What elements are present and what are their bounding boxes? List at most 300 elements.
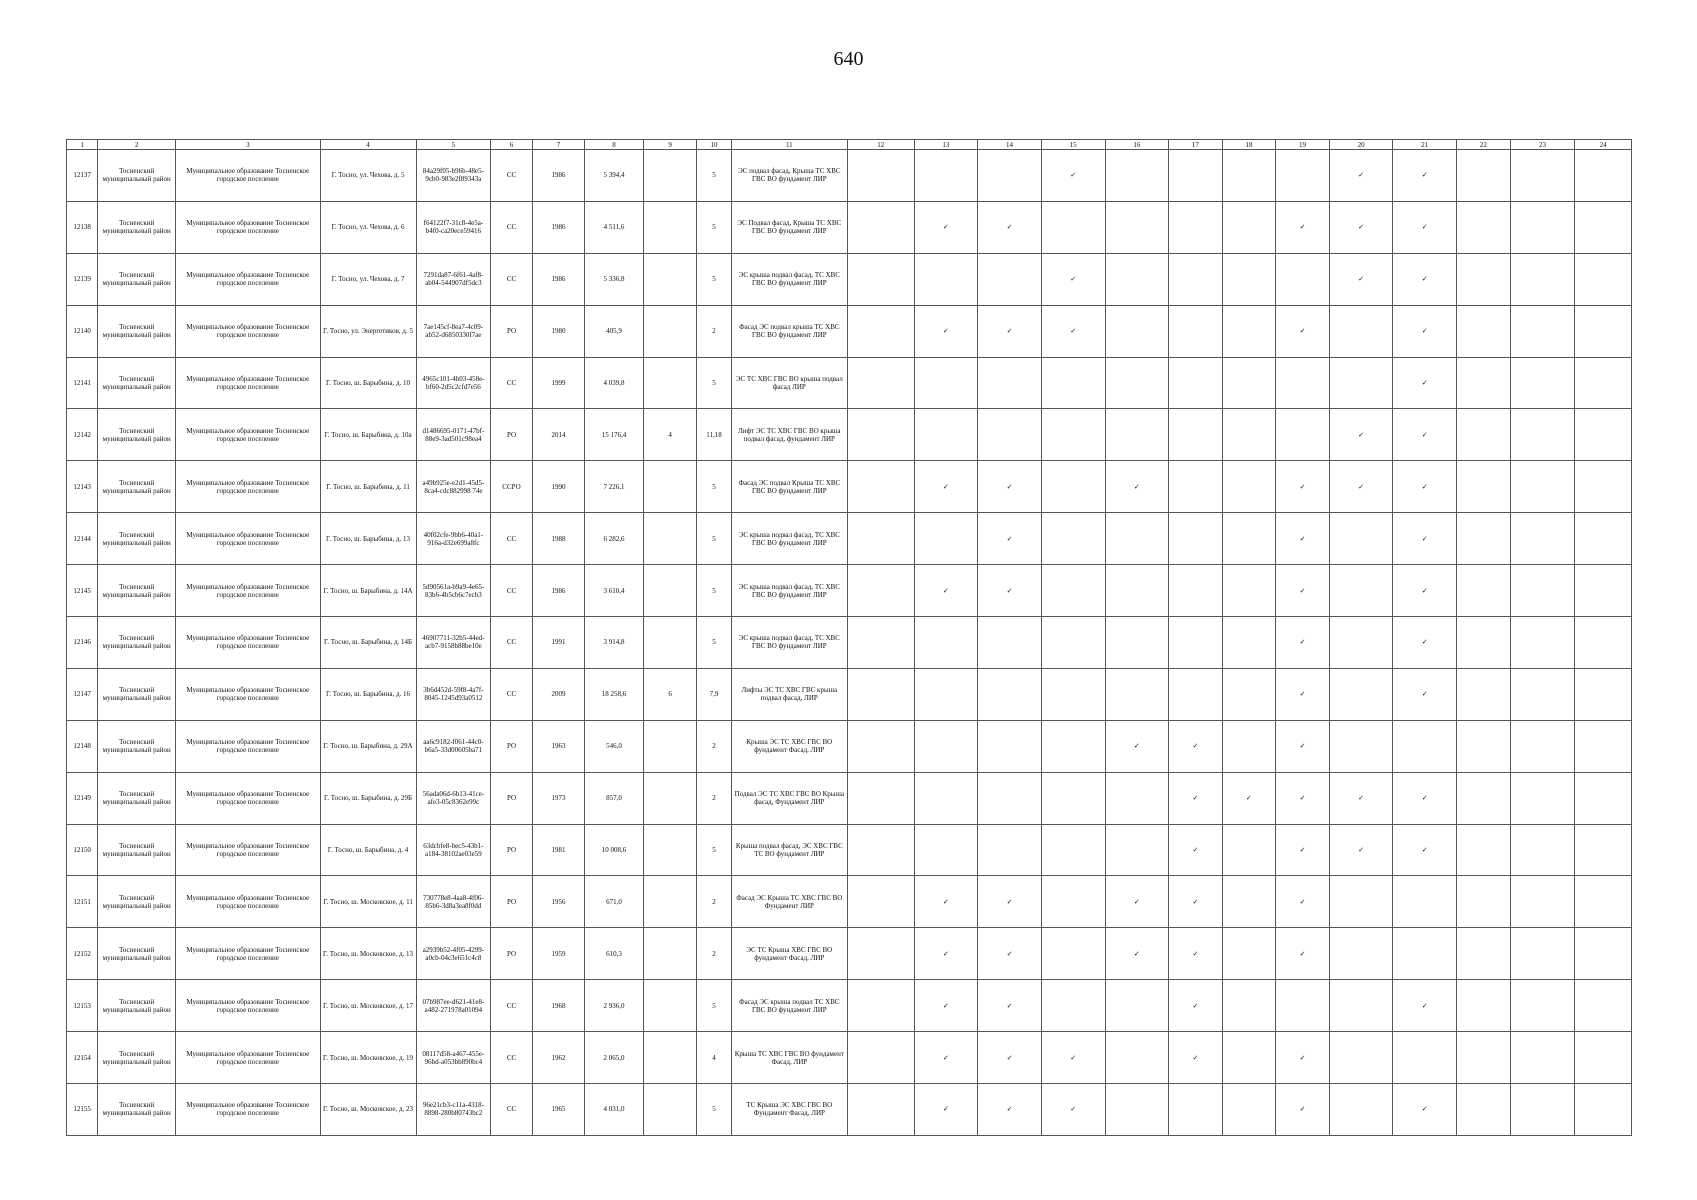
municipality-cell: Муниципальное образование Тосненское городское поселение: [176, 980, 320, 1032]
checkmark-icon: ✓: [1222, 772, 1276, 824]
work-type-cell: [1510, 668, 1575, 720]
column-number-header: 21: [1393, 140, 1457, 150]
record-number-cell: 12153: [67, 980, 98, 1032]
address-cell: Г. Тосно, ш. Московское, д. 23: [320, 1084, 416, 1136]
work-type-cell: [1169, 150, 1223, 202]
construction-year-cell: 1956: [532, 876, 585, 928]
municipality-cell: Муниципальное образование Тосненское городское поселение: [176, 617, 320, 669]
work-type-cell: [847, 668, 914, 720]
address-cell: Г. Тосно, ш. Барыбина, д. 14А: [320, 565, 416, 617]
floor-count-cell: 5: [697, 824, 731, 876]
record-number-cell: 12142: [67, 409, 98, 461]
construction-year-cell: 1986: [532, 201, 585, 253]
municipality-cell: Муниципальное образование Тосненское городское поселение: [176, 357, 320, 409]
district-cell: Тосненский муниципальный район: [98, 1084, 176, 1136]
work-type-cell: [847, 513, 914, 565]
work-type-cell: [914, 772, 978, 824]
work-type-cell: [1510, 876, 1575, 928]
work-type-cell: [1329, 513, 1393, 565]
wall-material-cell: РО: [491, 876, 532, 928]
checkmark-icon: ✓: [1041, 1032, 1105, 1084]
lift-count-cell: 4: [643, 409, 697, 461]
works-list-cell: Фасад ЭС подвал крыша ТС ХВС ГВС ВО фундамент ЛИР: [731, 305, 847, 357]
work-type-cell: [1169, 253, 1223, 305]
district-cell: Тосненский муниципальный район: [98, 357, 176, 409]
work-type-cell: [1222, 513, 1276, 565]
works-list-cell: Крыша ТС ХВС ГВС ВО фундамент Фасад, ЛИР: [731, 1032, 847, 1084]
address-cell: Г. Тосно, ш. Барыбина, д. 10: [320, 357, 416, 409]
work-type-cell: [1105, 772, 1169, 824]
checkmark-icon: ✓: [1276, 1032, 1330, 1084]
work-type-cell: [1510, 201, 1575, 253]
checkmark-icon: ✓: [978, 1084, 1042, 1136]
lift-count-cell: [643, 461, 697, 513]
district-cell: Тосненский муниципальный район: [98, 876, 176, 928]
column-number-header: 9: [643, 140, 697, 150]
work-type-cell: [978, 824, 1042, 876]
work-type-cell: [1041, 668, 1105, 720]
checkmark-icon: ✓: [1105, 928, 1169, 980]
floor-count-cell: 5: [697, 253, 731, 305]
work-type-cell: [1105, 253, 1169, 305]
work-type-cell: [1457, 720, 1511, 772]
checkmark-icon: ✓: [978, 305, 1042, 357]
wall-material-cell: РО: [491, 772, 532, 824]
construction-year-cell: 1999: [532, 357, 585, 409]
work-type-cell: [1105, 617, 1169, 669]
address-cell: Г. Тосно, ш. Барыбина, д. 11: [320, 461, 416, 513]
work-type-cell: [847, 461, 914, 513]
column-number-header: 19: [1276, 140, 1330, 150]
municipality-cell: Муниципальное образование Тосненское городское поселение: [176, 668, 320, 720]
column-number-header: 20: [1329, 140, 1393, 150]
district-cell: Тосненский муниципальный район: [98, 824, 176, 876]
checkmark-icon: ✓: [1276, 1084, 1330, 1136]
works-list-cell: ТС Крыша ЭС ХВС ГВС ВО Фундамент Фасад, ЛИР: [731, 1084, 847, 1136]
wall-material-cell: СС: [491, 150, 532, 202]
district-cell: Тосненский муниципальный район: [98, 668, 176, 720]
work-type-cell: [1457, 513, 1511, 565]
construction-year-cell: 1990: [532, 461, 585, 513]
table-row: [67, 668, 1632, 720]
checkmark-icon: ✓: [1041, 253, 1105, 305]
district-cell: Тосненский муниципальный район: [98, 565, 176, 617]
work-type-cell: [1041, 357, 1105, 409]
floor-count-cell: 5: [697, 513, 731, 565]
work-type-cell: [1169, 201, 1223, 253]
work-type-cell: [1457, 824, 1511, 876]
address-cell: Г. Тосно, ш. Барыбина, д. 14Б: [320, 617, 416, 669]
checkmark-icon: ✓: [1105, 461, 1169, 513]
checkmark-icon: ✓: [1276, 513, 1330, 565]
total-area-cell: 4 039,8: [585, 357, 644, 409]
lift-count-cell: [643, 513, 697, 565]
checkmark-icon: ✓: [1276, 461, 1330, 513]
work-type-cell: [1575, 876, 1632, 928]
work-type-cell: [1575, 357, 1632, 409]
construction-year-cell: 1963: [532, 720, 585, 772]
lift-count-cell: [643, 772, 697, 824]
district-cell: Тосненский муниципальный район: [98, 513, 176, 565]
works-list-cell: Крыша подвал фасад, ЭС ХВС ГВС ТС ВО фундамент ЛИР: [731, 824, 847, 876]
lift-count-cell: [643, 565, 697, 617]
table-row: [67, 409, 1632, 461]
column-number-header: 3: [176, 140, 320, 150]
checkmark-icon: ✓: [1393, 772, 1457, 824]
column-number-header: 24: [1575, 140, 1632, 150]
checkmark-icon: ✓: [1393, 513, 1457, 565]
total-area-cell: 7 226,1: [585, 461, 644, 513]
municipality-cell: Муниципальное образование Тосненское городское поселение: [176, 201, 320, 253]
work-type-cell: [978, 668, 1042, 720]
building-guid-cell: 4965c101-4b03-458e-bf60-2d5c2cfd7e56: [416, 357, 491, 409]
wall-material-cell: СС: [491, 253, 532, 305]
works-list-cell: Лифт ЭС ТС ХВС ГВС ВО крыша подвал фасад, фундамент ЛИР: [731, 409, 847, 461]
lift-count-cell: [643, 150, 697, 202]
building-guid-cell: a2939b52-4f05-4299-a0cb-04c3e651c4c8: [416, 928, 491, 980]
construction-year-cell: 1986: [532, 150, 585, 202]
district-cell: Тосненский муниципальный район: [98, 201, 176, 253]
work-type-cell: [1169, 1084, 1223, 1136]
table-row: [67, 305, 1632, 357]
construction-year-cell: 2014: [532, 409, 585, 461]
floor-count-cell: 4: [697, 1032, 731, 1084]
table-body: [67, 150, 1632, 1136]
work-type-cell: [847, 824, 914, 876]
checkmark-icon: ✓: [978, 461, 1042, 513]
checkmark-icon: ✓: [1393, 1084, 1457, 1136]
work-type-cell: [1222, 617, 1276, 669]
total-area-cell: 10 008,6: [585, 824, 644, 876]
building-guid-cell: 46907711-32b5-44ed-acb7-9158b88be10e: [416, 617, 491, 669]
checkmark-icon: ✓: [1276, 201, 1330, 253]
table-row: [67, 824, 1632, 876]
work-type-cell: [1393, 720, 1457, 772]
checkmark-icon: ✓: [914, 1084, 978, 1136]
work-type-cell: [1575, 980, 1632, 1032]
work-type-cell: [1510, 720, 1575, 772]
column-number-header: 1: [67, 140, 98, 150]
work-type-cell: [978, 720, 1042, 772]
total-area-cell: 3 914,8: [585, 617, 644, 669]
floor-count-cell: 5: [697, 357, 731, 409]
wall-material-cell: СС: [491, 1084, 532, 1136]
checkmark-icon: ✓: [914, 461, 978, 513]
work-type-cell: [1222, 150, 1276, 202]
work-type-cell: [1575, 409, 1632, 461]
work-type-cell: [1041, 980, 1105, 1032]
column-number-header: 16: [1105, 140, 1169, 150]
work-type-cell: [1457, 357, 1511, 409]
work-type-cell: [1457, 201, 1511, 253]
building-guid-cell: 7291da87-6f61-4af8-ab04-544907df5dc3: [416, 253, 491, 305]
work-type-cell: [847, 876, 914, 928]
work-type-cell: [1041, 461, 1105, 513]
record-number-cell: 12148: [67, 720, 98, 772]
work-type-cell: [1222, 565, 1276, 617]
work-type-cell: [1457, 305, 1511, 357]
address-cell: Г. Тосно, ш. Московское, д. 17: [320, 980, 416, 1032]
work-type-cell: [914, 409, 978, 461]
checkmark-icon: ✓: [1329, 150, 1393, 202]
building-guid-cell: 96e21cb3-c11a-4318-8898-280b80743bc2: [416, 1084, 491, 1136]
work-type-cell: [1575, 824, 1632, 876]
record-number-cell: 12141: [67, 357, 98, 409]
checkmark-icon: ✓: [1169, 928, 1223, 980]
checkmark-icon: ✓: [1393, 980, 1457, 1032]
checkmark-icon: ✓: [1105, 720, 1169, 772]
work-type-cell: [1329, 928, 1393, 980]
building-guid-cell: f64122f7-31c8-4e5a-b4f0-ca20ece59416: [416, 201, 491, 253]
work-type-cell: [1222, 305, 1276, 357]
work-type-cell: [978, 253, 1042, 305]
floor-count-cell: 5: [697, 617, 731, 669]
work-type-cell: [1575, 720, 1632, 772]
table-row: [67, 253, 1632, 305]
record-number-cell: 12144: [67, 513, 98, 565]
repair-register-table: [66, 139, 1632, 1136]
checkmark-icon: ✓: [1169, 980, 1223, 1032]
building-guid-cell: 730778e8-4aa8-4f06-85b6-3d8a3ea8f0dd: [416, 876, 491, 928]
floor-count-cell: 2: [697, 305, 731, 357]
wall-material-cell: СС: [491, 201, 532, 253]
wall-material-cell: РО: [491, 720, 532, 772]
building-guid-cell: 3b6d452d-59f8-4a7f-8045-1245d93a0512: [416, 668, 491, 720]
work-type-cell: [914, 513, 978, 565]
wall-material-cell: ССРО: [491, 461, 532, 513]
lift-count-cell: [643, 305, 697, 357]
checkmark-icon: ✓: [1276, 668, 1330, 720]
work-type-cell: [1457, 150, 1511, 202]
district-cell: Тосненский муниципальный район: [98, 253, 176, 305]
checkmark-icon: ✓: [1276, 720, 1330, 772]
wall-material-cell: СС: [491, 980, 532, 1032]
work-type-cell: [1575, 668, 1632, 720]
work-type-cell: [914, 668, 978, 720]
work-type-cell: [1510, 928, 1575, 980]
work-type-cell: [1393, 928, 1457, 980]
works-list-cell: ЭС Подвал фасад, Крыша ТС ХВС ГВС ВО фундамент ЛИР: [731, 201, 847, 253]
municipality-cell: Муниципальное образование Тосненское городское поселение: [176, 1084, 320, 1136]
record-number-cell: 12155: [67, 1084, 98, 1136]
work-type-cell: [1575, 928, 1632, 980]
work-type-cell: [1510, 409, 1575, 461]
district-cell: Тосненский муниципальный район: [98, 772, 176, 824]
column-number-header: 15: [1041, 140, 1105, 150]
work-type-cell: [914, 617, 978, 669]
column-number-header: 4: [320, 140, 416, 150]
work-type-cell: [1457, 617, 1511, 669]
total-area-cell: 18 258,6: [585, 668, 644, 720]
works-list-cell: ЭС крыша подвал фасад, ТС ХВС ГВС ВО фундамент ЛИР: [731, 617, 847, 669]
total-area-cell: 2 936,0: [585, 980, 644, 1032]
work-type-cell: [1393, 876, 1457, 928]
address-cell: Г. Тосно, ш. Барыбина, д. 29А: [320, 720, 416, 772]
work-type-cell: [1329, 1032, 1393, 1084]
works-list-cell: Крыша ЭС ТС ХВС ГВС ВО фундамент Фасад, ЛИР: [731, 720, 847, 772]
work-type-cell: [847, 357, 914, 409]
district-cell: Тосненский муниципальный район: [98, 617, 176, 669]
checkmark-icon: ✓: [1393, 305, 1457, 357]
checkmark-icon: ✓: [1276, 876, 1330, 928]
address-cell: Г. Тосно, ул. Чехова, д. 7: [320, 253, 416, 305]
record-number-cell: 12147: [67, 668, 98, 720]
work-type-cell: [1169, 565, 1223, 617]
checkmark-icon: ✓: [978, 928, 1042, 980]
work-type-cell: [1222, 461, 1276, 513]
total-area-cell: 546,0: [585, 720, 644, 772]
work-type-cell: [914, 720, 978, 772]
work-type-cell: [1510, 253, 1575, 305]
record-number-cell: 12146: [67, 617, 98, 669]
work-type-cell: [1041, 824, 1105, 876]
work-type-cell: [1041, 928, 1105, 980]
work-type-cell: [978, 772, 1042, 824]
work-type-cell: [847, 1032, 914, 1084]
checkmark-icon: ✓: [1105, 876, 1169, 928]
municipality-cell: Муниципальное образование Тосненское городское поселение: [176, 409, 320, 461]
work-type-cell: [1510, 461, 1575, 513]
address-cell: Г. Тосно, ш. Барыбина, д. 16: [320, 668, 416, 720]
total-area-cell: 6 282,6: [585, 513, 644, 565]
table-row: [67, 876, 1632, 928]
work-type-cell: [1457, 980, 1511, 1032]
work-type-cell: [847, 928, 914, 980]
column-number-header: 10: [697, 140, 731, 150]
work-type-cell: [1222, 1032, 1276, 1084]
total-area-cell: 857,0: [585, 772, 644, 824]
work-type-cell: [847, 201, 914, 253]
total-area-cell: 405,9: [585, 305, 644, 357]
wall-material-cell: СС: [491, 1032, 532, 1084]
works-list-cell: Лифты ЭС ТС ХВС ГВС крыша подвал фасад, ЛИР: [731, 668, 847, 720]
work-type-cell: [847, 150, 914, 202]
work-type-cell: [1575, 201, 1632, 253]
floor-count-cell: 5: [697, 201, 731, 253]
floor-count-cell: 5: [697, 565, 731, 617]
checkmark-icon: ✓: [1329, 253, 1393, 305]
work-type-cell: [1276, 409, 1330, 461]
checkmark-icon: ✓: [1276, 772, 1330, 824]
work-type-cell: [914, 253, 978, 305]
district-cell: Тосненский муниципальный район: [98, 305, 176, 357]
work-type-cell: [1510, 357, 1575, 409]
table-row: [67, 928, 1632, 980]
work-type-cell: [1169, 513, 1223, 565]
work-type-cell: [1222, 824, 1276, 876]
checkmark-icon: ✓: [1169, 876, 1223, 928]
address-cell: Г. Тосно, ш. Барыбина, д. 4: [320, 824, 416, 876]
floor-count-cell: 2: [697, 720, 731, 772]
wall-material-cell: РО: [491, 928, 532, 980]
floor-count-cell: 11,18: [697, 409, 731, 461]
construction-year-cell: 1988: [532, 513, 585, 565]
address-cell: Г. Тосно, ул. Энергетиков, д. 5: [320, 305, 416, 357]
record-number-cell: 12143: [67, 461, 98, 513]
wall-material-cell: РО: [491, 305, 532, 357]
work-type-cell: [914, 824, 978, 876]
work-type-cell: [1105, 1084, 1169, 1136]
column-number-header: 5: [416, 140, 491, 150]
checkmark-icon: ✓: [1276, 565, 1330, 617]
table-row: [67, 565, 1632, 617]
work-type-cell: [978, 150, 1042, 202]
district-cell: Тосненский муниципальный район: [98, 150, 176, 202]
checkmark-icon: ✓: [1041, 305, 1105, 357]
column-number-header: 2: [98, 140, 176, 150]
work-type-cell: [1329, 1084, 1393, 1136]
work-type-cell: [1276, 980, 1330, 1032]
checkmark-icon: ✓: [1169, 1032, 1223, 1084]
table-row: [67, 772, 1632, 824]
work-type-cell: [1169, 461, 1223, 513]
construction-year-cell: 1959: [532, 928, 585, 980]
work-type-cell: [1329, 565, 1393, 617]
work-type-cell: [1510, 150, 1575, 202]
work-type-cell: [1222, 980, 1276, 1032]
work-type-cell: [1575, 513, 1632, 565]
work-type-cell: [1041, 565, 1105, 617]
work-type-cell: [1329, 305, 1393, 357]
checkmark-icon: ✓: [978, 876, 1042, 928]
work-type-cell: [847, 772, 914, 824]
work-type-cell: [1222, 928, 1276, 980]
checkmark-icon: ✓: [1041, 150, 1105, 202]
checkmark-icon: ✓: [1329, 461, 1393, 513]
column-number-header: 12: [847, 140, 914, 150]
floor-count-cell: 2: [697, 928, 731, 980]
checkmark-icon: ✓: [914, 876, 978, 928]
checkmark-icon: ✓: [1393, 409, 1457, 461]
work-type-cell: [847, 565, 914, 617]
work-type-cell: [1041, 617, 1105, 669]
wall-material-cell: СС: [491, 617, 532, 669]
work-type-cell: [1575, 305, 1632, 357]
work-type-cell: [1329, 876, 1393, 928]
work-type-cell: [1105, 980, 1169, 1032]
lift-count-cell: [643, 617, 697, 669]
lift-count-cell: [643, 253, 697, 305]
checkmark-icon: ✓: [978, 201, 1042, 253]
work-type-cell: [1222, 357, 1276, 409]
checkmark-icon: ✓: [1393, 668, 1457, 720]
work-type-cell: [914, 357, 978, 409]
floor-count-cell: 5: [697, 980, 731, 1032]
table-row: [67, 617, 1632, 669]
wall-material-cell: РО: [491, 409, 532, 461]
municipality-cell: Муниципальное образование Тосненское городское поселение: [176, 513, 320, 565]
checkmark-icon: ✓: [1276, 617, 1330, 669]
column-number-header: 8: [585, 140, 644, 150]
construction-year-cell: 1991: [532, 617, 585, 669]
column-number-header: 23: [1510, 140, 1575, 150]
total-area-cell: 2 065,0: [585, 1032, 644, 1084]
work-type-cell: [1510, 1084, 1575, 1136]
lift-count-cell: [643, 1084, 697, 1136]
work-type-cell: [1575, 1084, 1632, 1136]
municipality-cell: Муниципальное образование Тосненское городское поселение: [176, 1032, 320, 1084]
works-list-cell: ЭС крыша подвал фасад, ТС ХВС ГВС ВО фундамент ЛИР: [731, 253, 847, 305]
work-type-cell: [1329, 980, 1393, 1032]
table-row: [67, 461, 1632, 513]
construction-year-cell: 1981: [532, 824, 585, 876]
record-number-cell: 12140: [67, 305, 98, 357]
work-type-cell: [1457, 565, 1511, 617]
wall-material-cell: РО: [491, 824, 532, 876]
total-area-cell: 4 031,0: [585, 1084, 644, 1136]
work-type-cell: [1457, 409, 1511, 461]
total-area-cell: 671,0: [585, 876, 644, 928]
